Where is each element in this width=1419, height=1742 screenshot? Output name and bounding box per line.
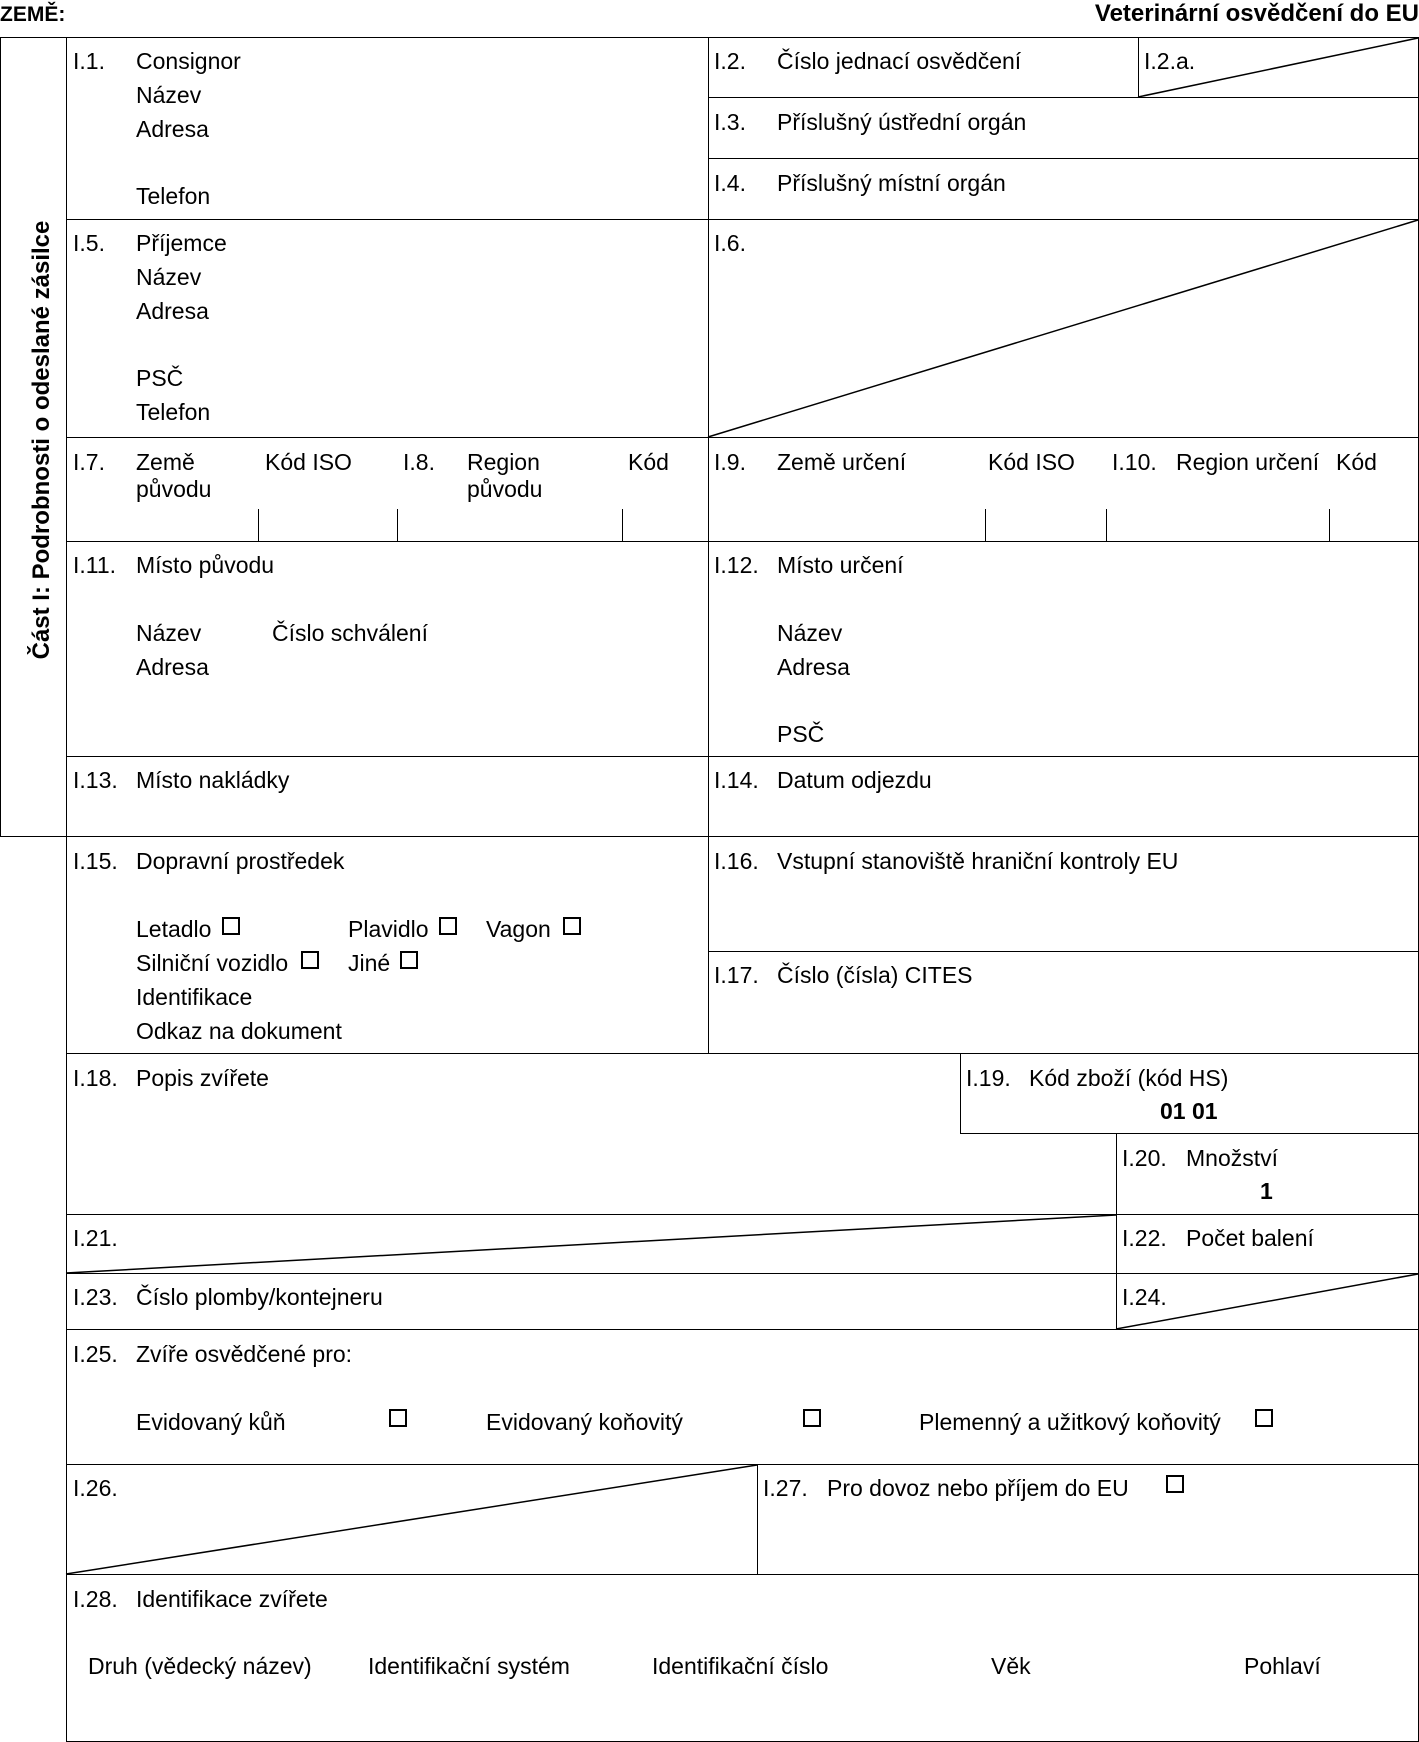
f23-number: I.23. — [73, 1284, 118, 1310]
column-id-system: Identifikační systém — [368, 1653, 570, 1679]
f23-title: Číslo plomby/kontejneru — [136, 1284, 383, 1310]
f12-postcode-label: PSČ — [777, 721, 825, 747]
f25-number: I.25. — [73, 1341, 118, 1367]
f16-number: I.16. — [714, 848, 759, 874]
f8-code-label: Kód — [628, 449, 669, 475]
f18-number: I.18. — [73, 1065, 118, 1091]
f8-title-line1: Region — [467, 449, 540, 475]
f15-doc-ref-label: Odkaz na dokument — [136, 1018, 342, 1044]
f15-title: Dopravní prostředek — [136, 848, 345, 874]
f10-code-label: Kód — [1336, 449, 1377, 475]
quantity-value: 1 — [1260, 1178, 1273, 1204]
aircraft-checkbox[interactable] — [222, 917, 240, 935]
f15-vessel-label: Plavidlo — [348, 916, 429, 942]
f5-address-label: Adresa — [136, 298, 209, 324]
f15-number: I.15. — [73, 848, 118, 874]
f2-number: I.2. — [714, 48, 746, 74]
f5-phone-label: Telefon — [136, 399, 211, 425]
f5-postcode-label: PSČ — [136, 365, 184, 391]
f13-title: Místo nakládky — [136, 767, 290, 793]
f17-number: I.17. — [714, 962, 759, 988]
f11-address-label: Adresa — [136, 654, 209, 680]
f8-title-line2: původu — [467, 476, 543, 502]
f12-title: Místo určení — [777, 552, 904, 578]
import-checkbox[interactable] — [1166, 1475, 1184, 1493]
road-vehicle-checkbox[interactable] — [301, 951, 319, 969]
f5-name-label: Název — [136, 264, 202, 290]
f24-number: I.24. — [1122, 1284, 1167, 1310]
f9-title: Země určení — [777, 449, 907, 475]
f25-option3-label: Plemenný a užitkový koňovitý — [919, 1409, 1221, 1435]
f21-number: I.21. — [73, 1225, 118, 1251]
f16-title: Vstupní stanoviště hraniční kontroly EU — [777, 848, 1179, 874]
f6-number: I.6. — [714, 230, 746, 256]
f19-title: Kód zboží (kód HS) — [1029, 1065, 1229, 1091]
f3-number: I.3. — [714, 109, 746, 135]
f10-title: Region určení — [1176, 449, 1320, 475]
f19-number: I.19. — [966, 1065, 1011, 1091]
f13-number: I.13. — [73, 767, 118, 793]
column-sex: Pohlaví — [1244, 1653, 1321, 1679]
part-label: Část I: Podrobnosti o odeslané zásilce — [28, 220, 55, 660]
f2a-number: I.2.a. — [1144, 48, 1196, 74]
f25-option2-label: Evidovaný koňovitý — [486, 1409, 683, 1435]
column-id-number: Identifikační číslo — [652, 1653, 829, 1679]
f20-number: I.20. — [1122, 1145, 1167, 1171]
country-label: ZEMĚ: — [0, 3, 66, 26]
f9-iso-label: Kód ISO — [988, 449, 1075, 475]
wagon-checkbox[interactable] — [563, 917, 581, 935]
f20-title: Množství — [1186, 1145, 1279, 1171]
f27-title: Pro dovoz nebo příjem do EU — [827, 1475, 1129, 1501]
f7-number: I.7. — [73, 449, 105, 475]
f26-number: I.26. — [73, 1475, 118, 1501]
f5-number: I.5. — [73, 230, 105, 256]
other-transport-checkbox[interactable] — [400, 951, 418, 969]
f11-name-label: Název — [136, 620, 202, 646]
f1-name-label: Název — [136, 82, 202, 108]
f4-number: I.4. — [714, 170, 746, 196]
column-species: Druh (vědecký název) — [88, 1653, 312, 1679]
f4-title: Příslušný místní orgán — [777, 170, 1006, 196]
f22-title: Počet balení — [1186, 1225, 1314, 1251]
registered-equine-checkbox[interactable] — [803, 1409, 821, 1427]
column-age: Věk — [991, 1653, 1031, 1679]
f1-address-label: Adresa — [136, 116, 209, 142]
f7-title-line1: Země — [136, 449, 195, 475]
f15-other-label: Jiné — [348, 950, 391, 976]
f11-title: Místo původu — [136, 552, 275, 578]
f1-title: Consignor — [136, 48, 241, 74]
f28-number: I.28. — [73, 1586, 118, 1612]
certificate-title: Veterinární osvědčení do EU — [1094, 0, 1419, 27]
f12-address-label: Adresa — [777, 654, 850, 680]
f14-number: I.14. — [714, 767, 759, 793]
f15-wagon-label: Vagon — [486, 916, 551, 942]
f22-number: I.22. — [1122, 1225, 1167, 1251]
f15-road-vehicle-label: Silniční vozidlo — [136, 950, 289, 976]
f15-identification-label: Identifikace — [136, 984, 253, 1010]
f25-title: Zvíře osvědčené pro: — [136, 1341, 353, 1367]
f12-name-label: Název — [777, 620, 843, 646]
f7-iso-label: Kód ISO — [265, 449, 352, 475]
f14-title: Datum odjezdu — [777, 767, 932, 793]
f27-number: I.27. — [763, 1475, 808, 1501]
f28-title: Identifikace zvířete — [136, 1586, 328, 1612]
f11-approval-label: Číslo schválení — [272, 620, 428, 646]
f9-number: I.9. — [714, 449, 746, 475]
registered-horse-checkbox[interactable] — [389, 1409, 407, 1427]
f1-phone-label: Telefon — [136, 183, 211, 209]
f3-title: Příslušný ústřední orgán — [777, 109, 1027, 135]
f12-number: I.12. — [714, 552, 759, 578]
f8-number: I.8. — [403, 449, 435, 475]
f10-number: I.10. — [1112, 449, 1157, 475]
hs-code-value: 01 01 — [1160, 1098, 1218, 1124]
f17-title: Číslo (čísla) CITES — [777, 962, 973, 988]
f1-number: I.1. — [73, 48, 105, 74]
vessel-checkbox[interactable] — [439, 917, 457, 935]
f2-title: Číslo jednací osvědčení — [777, 48, 1022, 74]
f7-title-line2: původu — [136, 476, 212, 502]
f5-title: Příjemce — [136, 230, 227, 256]
f18-title: Popis zvířete — [136, 1065, 269, 1091]
breeding-equine-checkbox[interactable] — [1255, 1409, 1273, 1427]
f25-option1-label: Evidovaný kůň — [136, 1409, 286, 1435]
f15-aircraft-label: Letadlo — [136, 916, 212, 942]
f11-number: I.11. — [73, 552, 117, 578]
